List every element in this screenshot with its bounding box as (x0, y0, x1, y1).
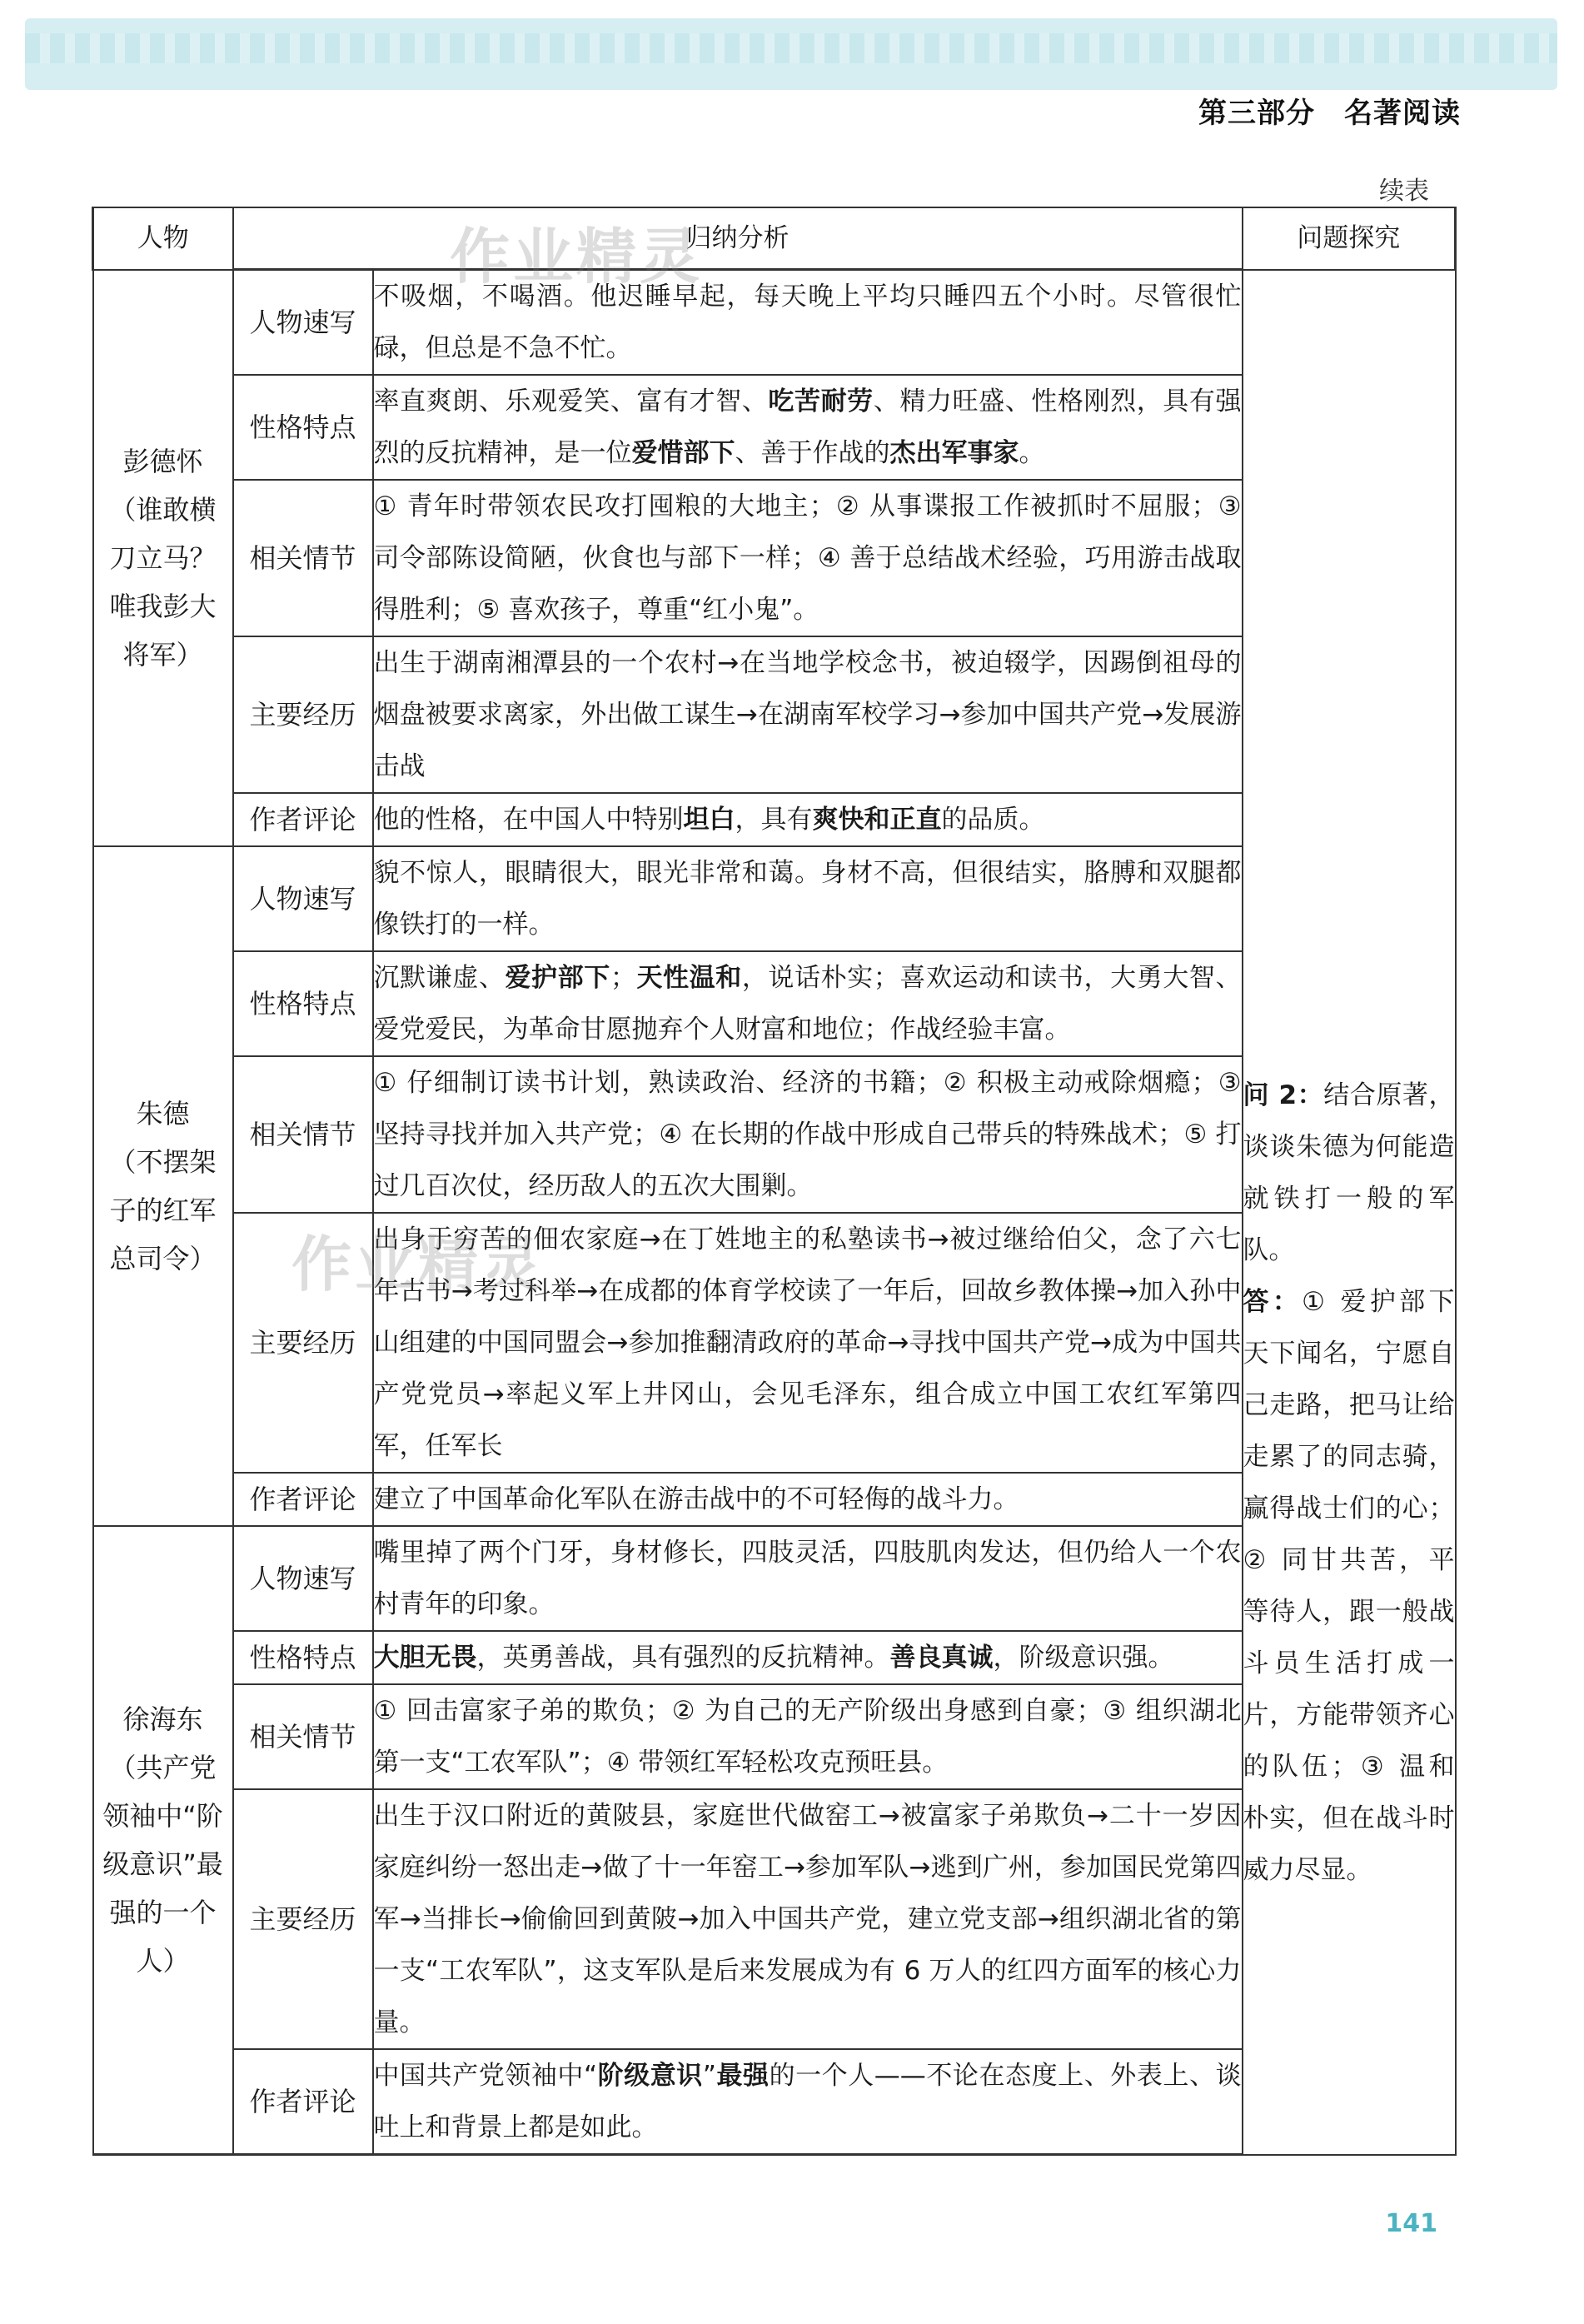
watermark-top: 作业精灵 (450, 222, 704, 292)
comment-text (373, 793, 1243, 846)
comment-seg: 他的性格，在中国人中特别 (373, 805, 684, 835)
traits-keyword: 善良真诚 (889, 1643, 994, 1673)
person-name: 朱德 (136, 1098, 190, 1130)
person-note: （共产党领袖中“阶级意识”最强的一个人） (102, 1752, 223, 1977)
traits-keyword: 爱惜部下 (631, 438, 735, 468)
section-title: 第三部分 名著阅读 (1198, 97, 1461, 130)
traits-seg: ； (610, 963, 636, 993)
traits-seg: 、精力旺盛、性格刚烈，具有强烈的反抗精神，是一位 (373, 387, 1242, 468)
category-plots: 相关情节 (233, 1684, 373, 1789)
question-cell (1243, 270, 1456, 2155)
experience-text: 出生于汉口附近的黄陂县，家庭世代做窑工→被富家子弟欺负→二十一岁因家庭纠纷一怒出走→做了十一年窑工→参加军队→逃到广州，参加国民党第四军→当排长→偷偷回到黄陂→加入中国共产党，建立党支部→组织湖北省的第一支“工农军队”，这支军队是后来发展成为有 6 万人的红四方面军的核心力量。 (373, 1789, 1243, 2049)
sketch-text: 貌不惊人，眼睛很大，眼光非常和蔼。身材不高，但很结实，胳膊和双腿都像铁打的一样。 (373, 846, 1243, 951)
traits-seg: ，英勇善战，具有强烈的反抗精神。 (476, 1643, 890, 1673)
traits-seg: ，阶级意识强。 (993, 1643, 1174, 1673)
experience-text: 出身于穷苦的佃农家庭→在丁姓地主的私塾读书→被过继给伯父，念了六七年古书→考过科举→在成都的体育学校读了一年后，回故乡教体操→加入孙中山组建的中国同盟会→参加推翻清政府的革命→寻找中国共产党→成为中国共产党党员→率起义军上井冈山，会见毛泽东，组合成立中国工农红军第四军，任军长 (373, 1213, 1243, 1473)
comment-keyword: 坦白 (683, 805, 735, 835)
person-note: （不摆架子的红军总司令） (109, 1146, 217, 1274)
header-person: 人物 (93, 207, 233, 270)
sketch-text: 不吸烟，不喝酒。他迟睡早起，每天晚上平均只睡四五个小时。尽管很忙碌，但总是不急不忙。 (373, 270, 1243, 376)
header-analysis: 归纳分析 (233, 207, 1243, 270)
category-sketch: 人物速写 (233, 1526, 373, 1631)
person-cell-peng (93, 270, 233, 847)
traits-keyword: 天性温和 (635, 963, 742, 993)
traits-seg: 沉默谦虚、 (373, 963, 506, 993)
answer-label: 答： (1243, 1287, 1303, 1317)
answer-text: ① 爱护部下天下闻名，宁愿自己走路，把马让给走累了的同志骑，赢得战士们的心；② 同甘共苦，平等待人，跟一般战斗员生活打成一片，方能带领齐心的队伍；③ 温和朴实，但在战斗时威力尽显。 (1243, 1287, 1455, 1885)
category-experience: 主要经历 (233, 636, 373, 793)
comment-text: 建立了中国革命化军队在游击战中的不可轻侮的战斗力。 (373, 1473, 1243, 1526)
category-sketch: 人物速写 (233, 270, 373, 376)
header-decor-band (25, 18, 1557, 90)
comment-text (373, 2049, 1243, 2155)
traits-text (373, 1631, 1243, 1684)
comment-seg: ” (702, 2061, 716, 2091)
category-experience: 主要经历 (233, 1789, 373, 2049)
experience-text: 出生于湖南湘潭县的一个农村→在当地学校念书，被迫辍学，因踢倒祖母的烟盘被要求离家，外出做工谋生→在湖南军校学习→参加中国共产党→发展游击战 (373, 636, 1243, 793)
plots-text: ① 回击富家子弟的欺负；② 为自己的无产阶级出身感到自豪；③ 组织湖北第一支“工农军队”；④ 带领红军轻松攻克预旺县。 (373, 1684, 1243, 1789)
question-label: 问 2： (1243, 1080, 1324, 1110)
traits-keyword: 杰出军事家 (889, 438, 1019, 468)
traits-seg: 。 (1019, 438, 1045, 468)
question-text: 结合原著，谈谈朱德为何能造就铁打一般的军队。 (1243, 1080, 1455, 1265)
category-traits: 性格特点 (233, 1631, 373, 1684)
traits-keyword: 吃苦耐劳 (768, 387, 874, 416)
category-comment: 作者评论 (233, 793, 373, 846)
category-comment: 作者评论 (233, 2049, 373, 2155)
traits-keyword: 爱护部下 (505, 963, 610, 993)
plots-text: ① 青年时带领农民攻打囤粮的大地主；② 从事谍报工作被抓时不屈服；③ 司令部陈设简陋，伙食也与部下一样；④ 善于总结战术经验，巧用游击战取得胜利；⑤ 喜欢孩子，尊重“红小鬼”。 (373, 480, 1243, 636)
category-sketch: 人物速写 (233, 846, 373, 951)
comment-keyword: 爽快和正直 (812, 805, 942, 835)
traits-keyword: 大胆无畏 (373, 1643, 477, 1673)
comment-seg: 的品质。 (941, 805, 1045, 835)
continued-label: 续表 (1379, 177, 1429, 206)
traits-text (373, 951, 1243, 1056)
table-header-row (93, 207, 1456, 270)
person-note: （谁敢横刀立马？唯我彭大将军） (109, 493, 217, 671)
sketch-text: 嘴里掉了两个门牙，身材修长，四肢灵活，四肢肌肉发达，但仍给人一个农村青年的印象。 (373, 1526, 1243, 1631)
traits-text (373, 375, 1243, 480)
category-experience: 主要经历 (233, 1213, 373, 1473)
comment-seg: 中国共产党领袖中“ (373, 2061, 598, 2091)
header-decor-pattern (25, 33, 1557, 63)
comment-seg: ，具有 (735, 805, 813, 835)
person-name: 彭德怀 (122, 445, 203, 477)
person-cell-xu (93, 1526, 233, 2155)
category-comment: 作者评论 (233, 1473, 373, 1526)
character-analysis-table (92, 207, 1457, 2156)
plots-text: ① 仔细制订读书计划，熟读政治、经济的书籍；② 积极主动戒除烟瘾；③ 坚持寻找并加入共产党；④ 在长期的作战中形成自己带兵的特殊战术；⑤ 打过几百次仗，经历敌人的五次大围剿。 (373, 1056, 1243, 1213)
traits-seg: ，说话朴实；喜欢运动和读书，大勇大智、爱党爱民，为革命甘愿抛弃个人财富和地位；作战经验丰富。 (373, 963, 1242, 1045)
page-number: 141 (1385, 2209, 1437, 2238)
header-question: 问题探究 (1243, 207, 1456, 270)
traits-seg: 、善于作战的 (735, 438, 890, 468)
category-plots: 相关情节 (233, 480, 373, 636)
person-cell-zhu (93, 846, 233, 1526)
comment-seg: 的一个人——不论在态度上、外表上、谈吐上和背景上都是如此。 (373, 2061, 1242, 2142)
category-traits: 性格特点 (233, 951, 373, 1056)
comment-keyword: 阶级意识 (597, 2061, 703, 2091)
table-row (93, 270, 1456, 376)
question-spacer (1243, 528, 1455, 1070)
person-name: 徐海东 (122, 1703, 203, 1735)
comment-keyword: 最强 (715, 2061, 770, 2091)
category-traits: 性格特点 (233, 375, 373, 480)
category-plots: 相关情节 (233, 1056, 373, 1213)
traits-seg: 率直爽朗、乐观爱笑、富有才智、 (373, 387, 769, 416)
watermark-middle: 作业精灵 (291, 1229, 545, 1299)
